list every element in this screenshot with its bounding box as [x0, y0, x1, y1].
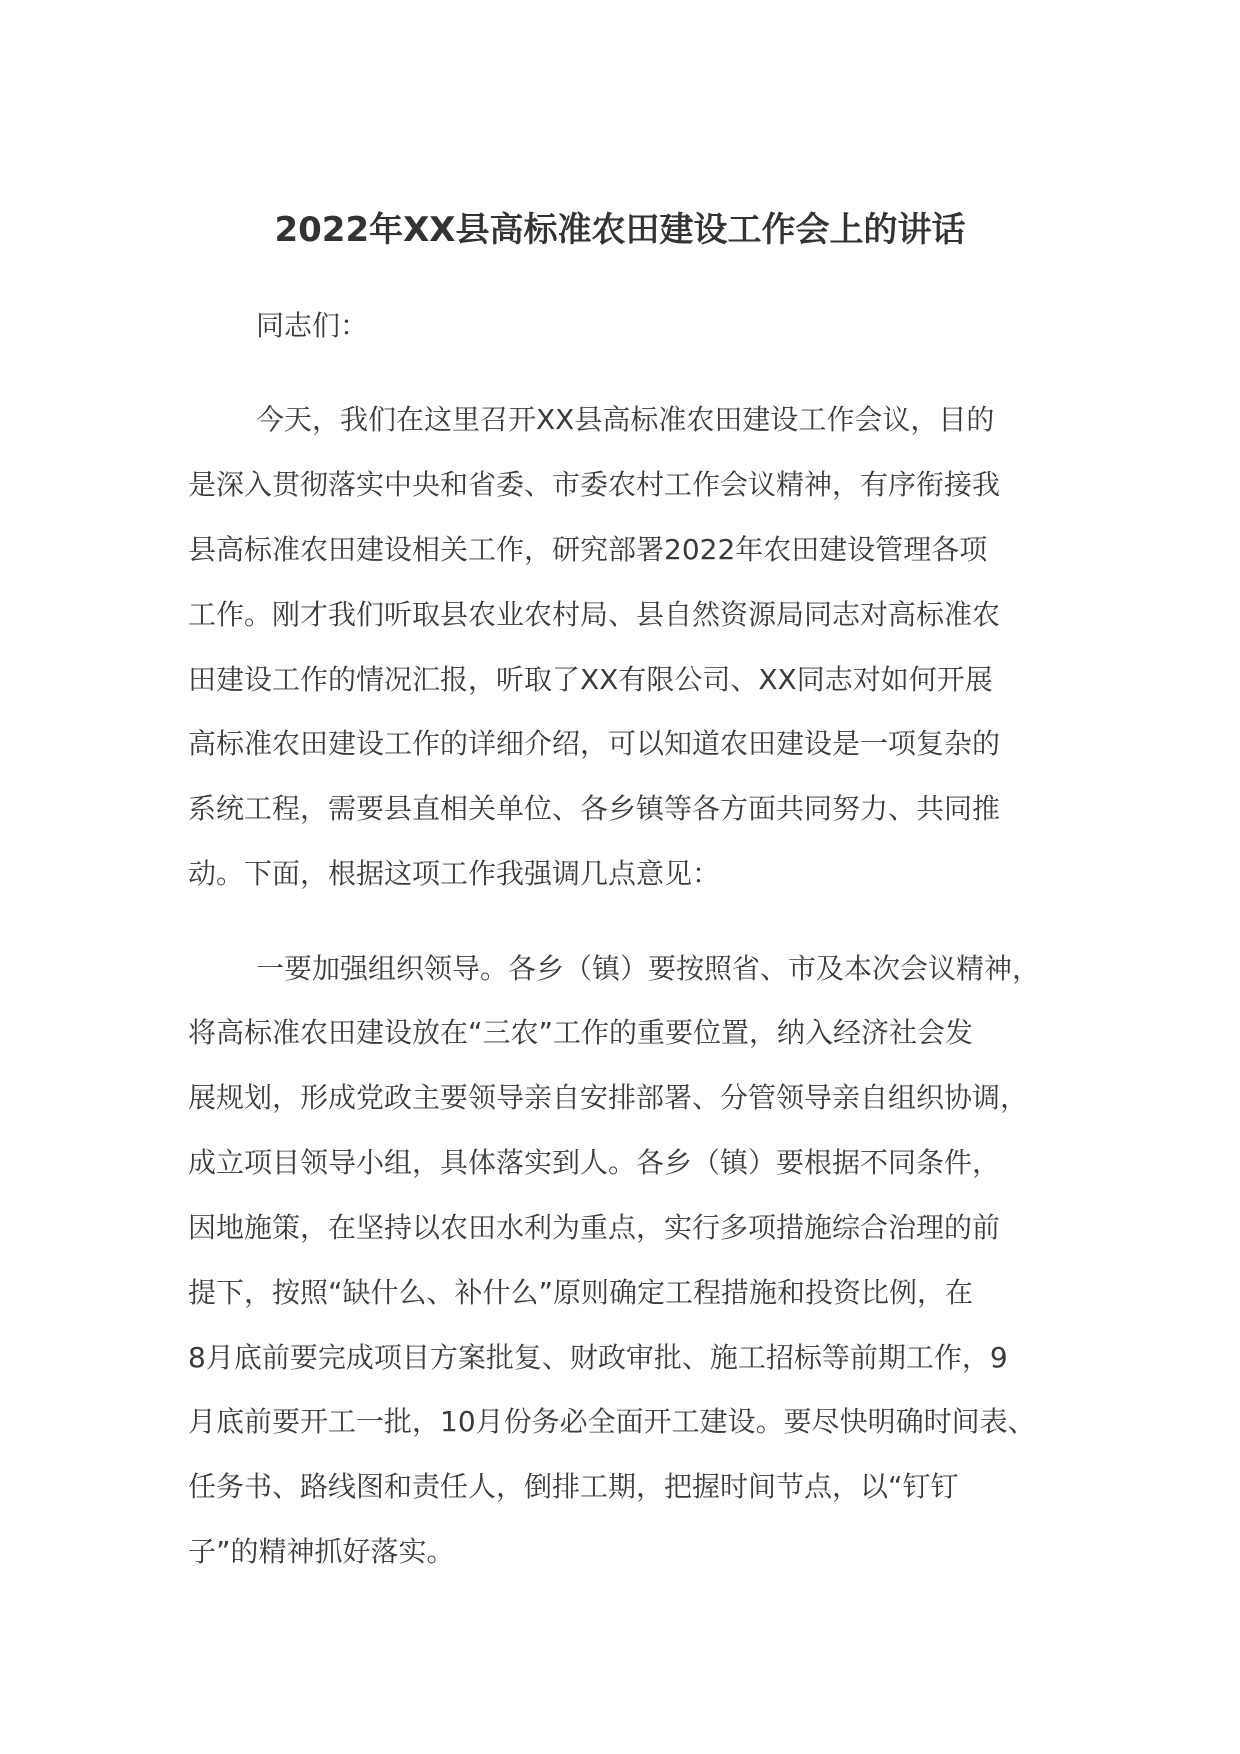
paragraph-1-line-5: 田建设工作的情况汇报，听取了XX有限公司、XX同志对如何开展	[188, 663, 993, 696]
paragraph-2-line-3: 展规划，形成党政主要领导亲自安排部署、分管领导亲自组织协调，	[188, 1081, 1029, 1114]
paragraph-1-line-3: 县高标准农田建设相关工作，研究部署2022年农田建设管理各项	[188, 533, 988, 566]
salutation: 同志们：	[256, 309, 369, 342]
paragraph-2-line-1: 一要加强组织领导。各乡（镇）要按照省、市及本次会议精神，	[256, 952, 1041, 985]
document-title: 2022年XX县高标准农田建设工作会上的讲话	[274, 210, 966, 250]
paragraph-1-line-4: 工作。刚才我们听取县农业农村局、县自然资源局同志对高标准农	[188, 598, 1001, 631]
paragraph-2-line-6: 提下，按照“缺什么、补什么”原则确定工程措施和投资比例，在	[188, 1276, 974, 1309]
paragraph-2-line-9: 任务书、路线图和责任人，倒排工期，把握时间节点，以“钉钉	[188, 1470, 959, 1503]
paragraph-1-line-6: 高标准农田建设工作的详细介绍，可以知道农田建设是一项复杂的	[188, 727, 1001, 760]
paragraph-2-line-7: 8月底前要完成项目方案批复、财政审批、施工招标等前期工作，9	[188, 1341, 1008, 1374]
paragraph-1-line-1: 今天，我们在这里召开XX县高标准农田建设工作会议，目的	[256, 403, 995, 436]
paragraph-1-line-2: 是深入贯彻落实中央和省委、市委农村工作会议精神，有序衔接我	[188, 468, 1001, 501]
paragraph-2-line-10: 子”的精神抓好落实。	[188, 1535, 455, 1568]
paragraph-2-line-2: 将高标准农田建设放在“三农”工作的重要位置，纳入经济社会发	[188, 1016, 974, 1049]
paragraph-2-line-4: 成立项目领导小组，具体落实到人。各乡（镇）要根据不同条件，	[188, 1146, 1001, 1179]
paragraph-2-line-8: 月底前要开工一批，10月份务必全面开工建设。要尽快明确时间表、	[188, 1405, 1036, 1438]
paragraph-2-line-5: 因地施策，在坚持以农田水利为重点，实行多项措施综合治理的前	[188, 1211, 1001, 1244]
paragraph-1-line-8: 动。下面，根据这项工作我强调几点意见：	[188, 857, 721, 890]
paragraph-1-line-7: 系统工程，需要县直相关单位、各乡镇等各方面共同努力、共同推	[188, 792, 1001, 825]
